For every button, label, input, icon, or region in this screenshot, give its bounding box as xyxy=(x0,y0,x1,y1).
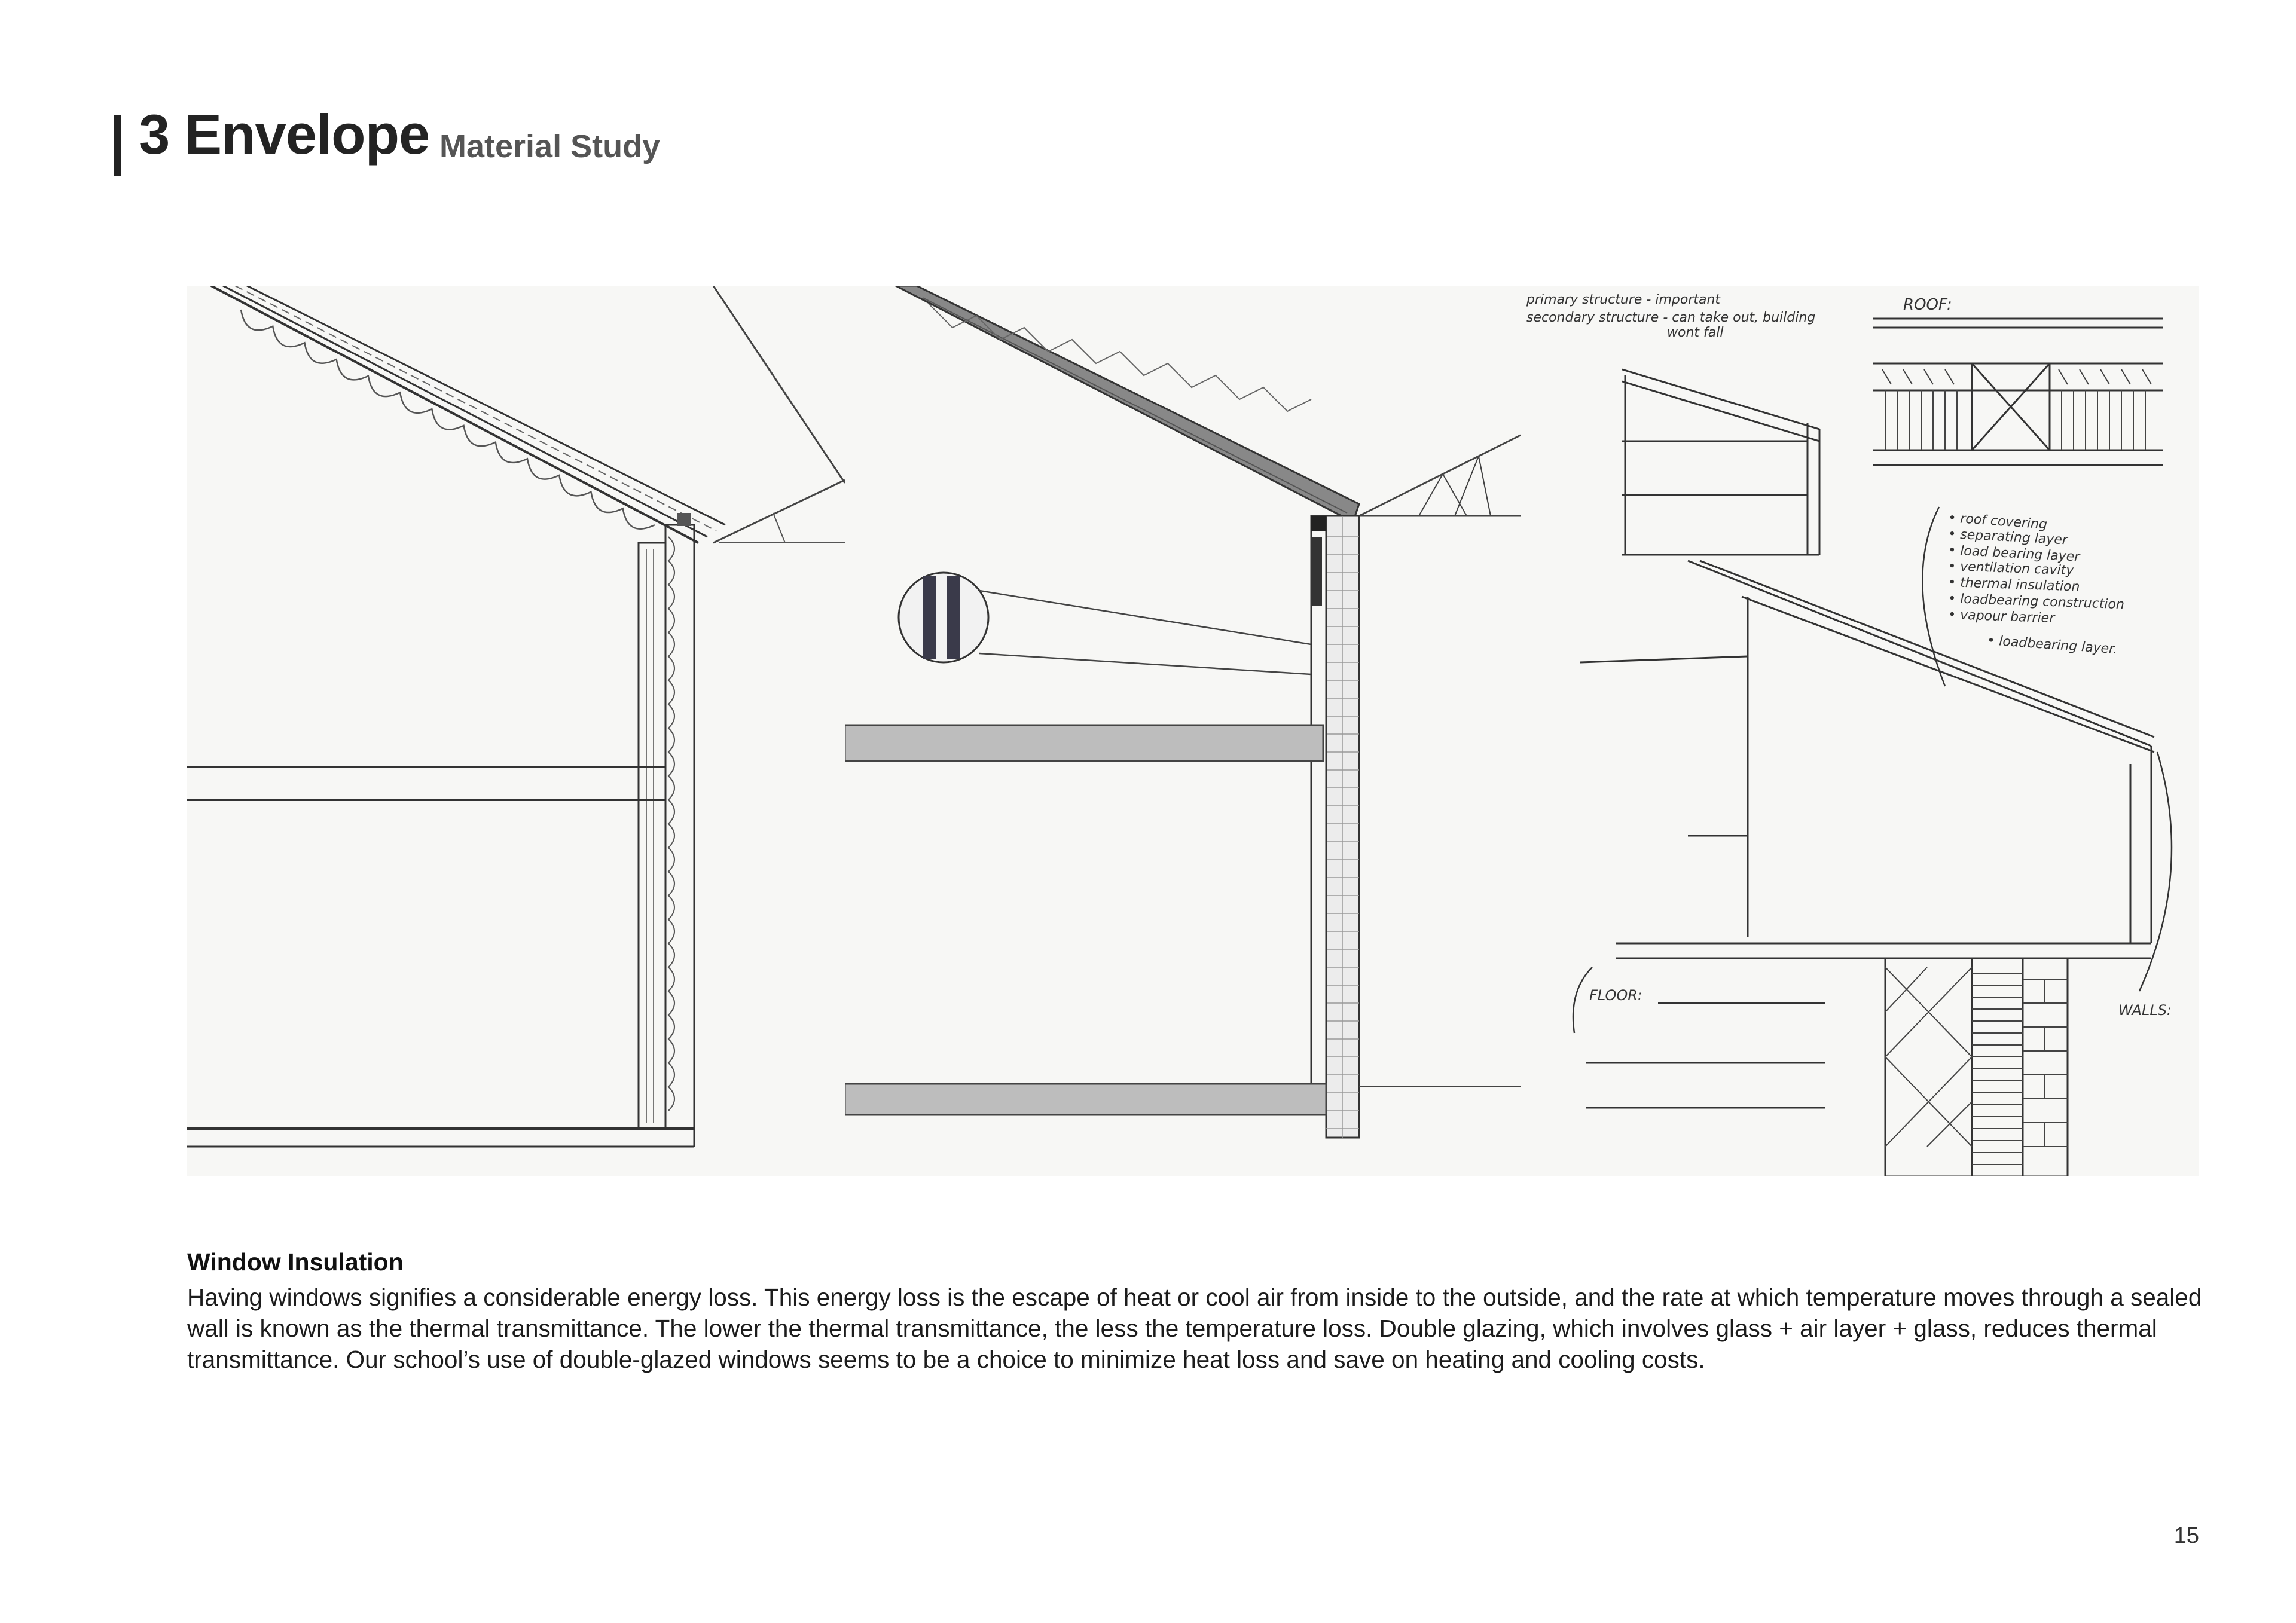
roof-label: ROOF: xyxy=(1903,296,1952,314)
section-sketch-3 xyxy=(1521,286,2199,1176)
sketch-panel-1 xyxy=(187,286,845,1176)
sketch-strip xyxy=(187,286,2199,1176)
note-secondary-structure-cont: wont fall xyxy=(1667,325,1724,340)
roof-layer-item: • load bearing layer xyxy=(1947,543,2080,565)
roof-layer-item: • thermal insulation xyxy=(1947,575,2080,595)
page-subtitle: Material Study xyxy=(439,129,661,164)
roof-layer-item: • vapour barrier xyxy=(1947,607,2055,626)
sketch-panel-2 xyxy=(845,286,1521,1176)
section-sketch-2 xyxy=(845,286,1521,1176)
window-insulation-section xyxy=(187,1246,2202,1375)
page-number: 15 xyxy=(2173,1523,2199,1548)
roof-layer-item: • roof covering xyxy=(1947,511,2048,533)
floor-label: FLOOR: xyxy=(1589,987,1642,1004)
section-body: Having windows signifies a considerable energy loss. This energy loss is the escape of heat or cool air from inside to the outside, and the rate at which temperature moves through a sealed wall is known as the thermal transmittance. The lower the thermal transmittance, the less the temperature loss. Double glazing, which involves glass + air layer + glass, reduces thermal transmittance. Our school’s use of double-glazed windows seems to be a choice to minimize heat loss and save on heating and cooling costs. xyxy=(187,1283,2202,1374)
section-sketch-1 xyxy=(187,286,845,1176)
section-heading: Window Insulation xyxy=(187,1248,404,1276)
title-accent-bar xyxy=(114,115,121,176)
roof-layer-item: • loadbearing layer. xyxy=(1986,633,2118,658)
roof-layer-item: • ventilation cavity xyxy=(1947,559,2074,579)
walls-label: WALLS: xyxy=(2118,1002,2172,1019)
sketch-panel-3 xyxy=(1521,286,2199,1176)
roof-layer-item: • loadbearing construction xyxy=(1947,591,2125,613)
note-secondary-structure: secondary structure - can take out, building xyxy=(1526,310,1816,325)
page-title: 3 Envelope xyxy=(139,103,430,166)
roof-layer-item: • separating layer xyxy=(1947,527,2068,548)
note-primary-structure: primary structure - important xyxy=(1526,292,1721,307)
